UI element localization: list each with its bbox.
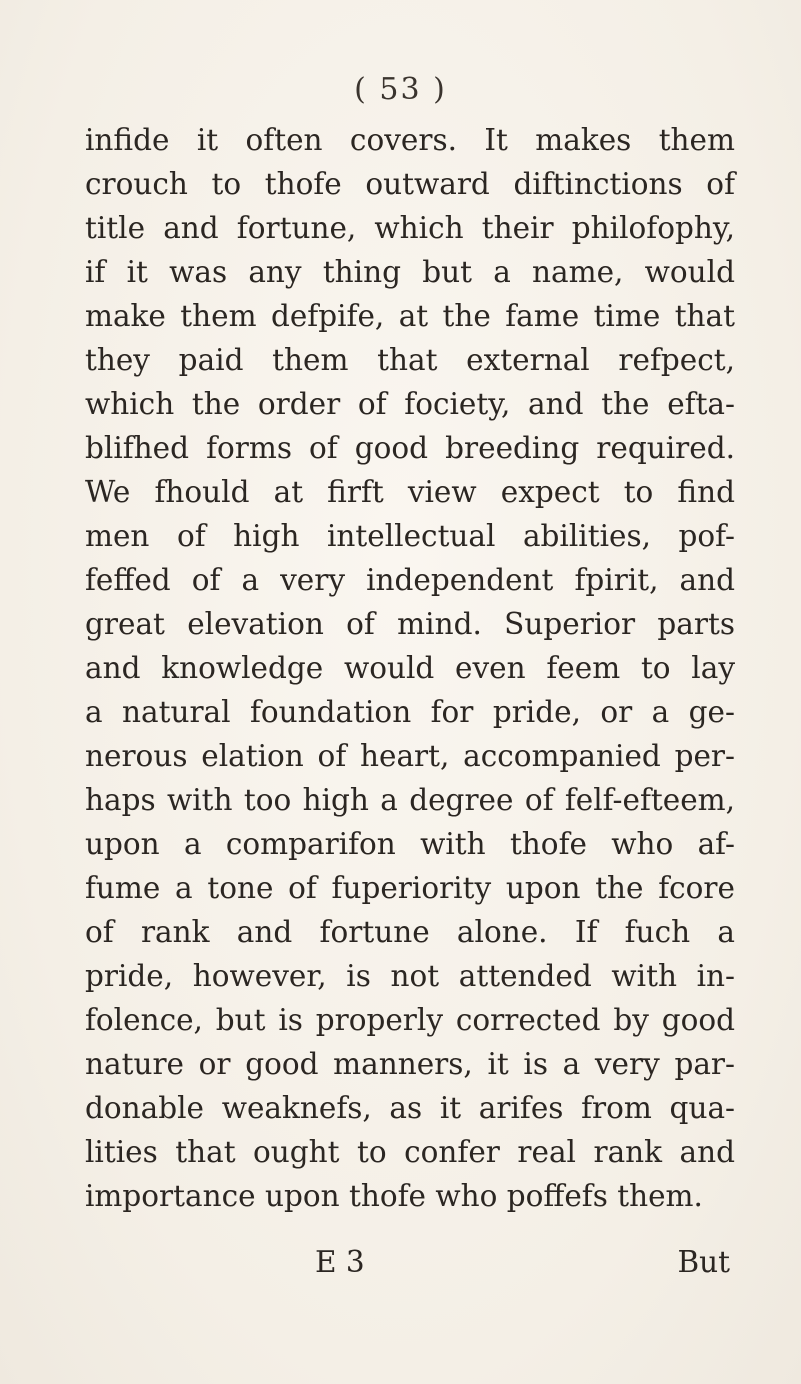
body-text <box>85 118 735 1218</box>
text-line: donable weaknefs, as it arifes from qua- <box>85 1091 735 1125</box>
text-line: nature or good manners, it is a very par- <box>85 1047 735 1081</box>
text-line: title and fortune, which their philofophy, <box>85 211 735 245</box>
text-line: great elevation of mind. Superior parts <box>85 607 735 641</box>
text-line: men of high intellectual abilities, pof- <box>85 519 735 553</box>
text-line: a natural foundation for pride, or a ge- <box>85 695 735 729</box>
text-line: if it was any thing but a name, would <box>85 255 735 289</box>
text-line: nerous elation of heart, accompanied per- <box>85 739 735 773</box>
text-line: lities that ought to confer real rank and <box>85 1135 735 1169</box>
text-line: which the order of fociety, and the efta- <box>85 387 735 421</box>
text-line: of rank and fortune alone. If fuch a <box>85 915 735 949</box>
text-line: importance upon thofe who poffefs them. <box>85 1179 703 1213</box>
text-line: infide it often covers. It makes them <box>85 123 735 157</box>
text-line: pride, however, is not attended with in- <box>85 959 735 993</box>
text-line: they paid them that external refpect, <box>85 343 735 377</box>
catchword: But <box>677 1245 730 1279</box>
page-number: ( 53 ) <box>354 72 447 107</box>
text-line: fume a tone of fuperiority upon the fcore <box>85 871 735 905</box>
text-line: upon a comparifon with thofe who af- <box>85 827 735 861</box>
text-line: We fhould at firft view expect to find <box>85 475 735 509</box>
text-line: folence, but is properly corrected by good <box>85 1003 735 1037</box>
text-line: haps with too high a degree of felf-efteem, <box>85 783 735 817</box>
page-footer <box>85 1240 735 1284</box>
text-line: blifhed forms of good breeding required. <box>85 431 735 465</box>
text-line: feffed of a very independent fpirit, and <box>85 563 735 597</box>
text-line: and knowledge would even feem to lay <box>85 651 735 685</box>
text-line: crouch to thofe outward diftinctions of <box>85 167 735 201</box>
signature-mark: E 3 <box>315 1245 365 1279</box>
text-line: make them defpife, at the fame time that <box>85 299 735 333</box>
